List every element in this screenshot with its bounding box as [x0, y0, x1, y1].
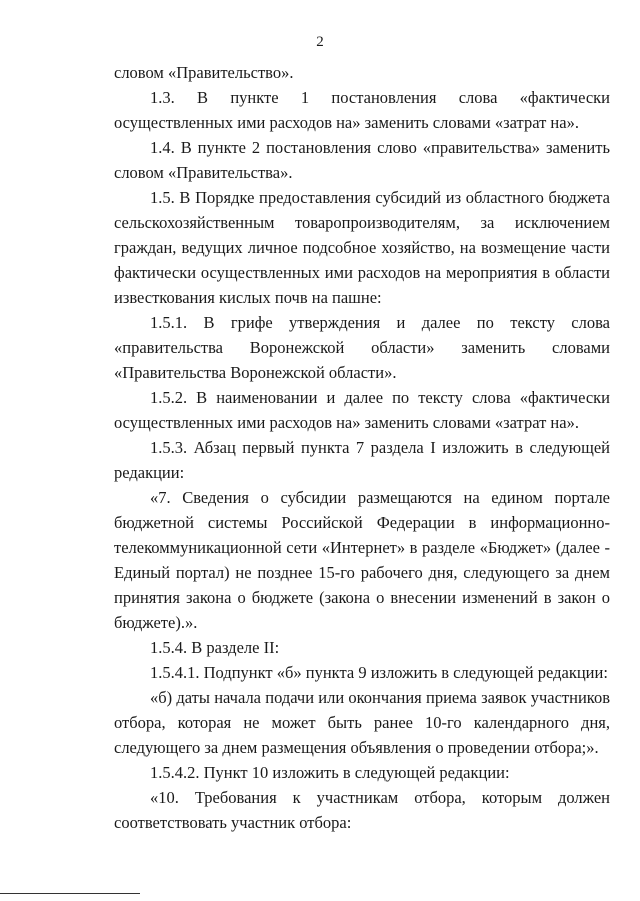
paragraph-1-5-3: 1.5.3. Абзац первый пункта 7 раздела I изложить в следующей редакции: — [114, 438, 610, 482]
paragraph-quote-b: «б) даты начала подачи или окончания приема заявок участников отбора, которая не может быть ранее 10-го календарного дня, следующего за днем размещения объявления о проведении отбора;». — [114, 688, 610, 757]
paragraph-1-5-2: 1.5.2. В наименовании и далее по тексту слова «фактически осуществленных ими расходов на» заменить словами «затрат на». — [114, 388, 610, 432]
paragraph-1-5-4: 1.5.4. В разделе II: — [150, 638, 280, 657]
page-number: 2 — [316, 34, 324, 50]
paragraph-quote-7: «7. Сведения о субсидии размещаются на едином портале бюджетной системы Российской Федерации в информационно-телекоммуникационной сети «Интернет» в разделе «Бюджет» (далее - Единый портал) не позднее 15-го рабочего дня, следующего за днем принятия закона о бюджете (закона о внесении изменений в закон о бюджете).». — [114, 488, 610, 632]
paragraph-continuation: словом «Правительство». — [114, 63, 294, 82]
paragraph-1-3: 1.3. В пункте 1 постановления слова «фактически осуществленных ими расходов на» заменить словами «затрат на». — [114, 88, 610, 132]
paragraph-1-5-4-1: 1.5.4.1. Подпункт «б» пункта 9 изложить в следующей редакции: — [150, 663, 608, 682]
paragraph-1-5-4-2: 1.5.4.2. Пункт 10 изложить в следующей редакции: — [150, 763, 510, 782]
footnote-divider — [0, 893, 140, 894]
document-body — [114, 60, 610, 835]
paragraph-1-5: 1.5. В Порядке предоставления субсидий из областного бюджета сельскохозяйственным товаропроизводителям, за исключением граждан, ведущих личное подсобное хозяйство, на возмещение части фактически осуществленных ими расходов на мероприятия в области известкования кислых почв на пашне: — [114, 188, 610, 307]
paragraph-1-5-1: 1.5.1. В грифе утверждения и далее по тексту слова «правительства Воронежской области» заменить словами «Правительства Воронежской области». — [114, 313, 610, 382]
paragraph-quote-10: «10. Требования к участникам отбора, которым должен соответствовать участник отбора: — [114, 788, 610, 832]
paragraph-1-4: 1.4. В пункте 2 постановления слово «правительства» заменить словом «Правительства». — [114, 138, 610, 182]
